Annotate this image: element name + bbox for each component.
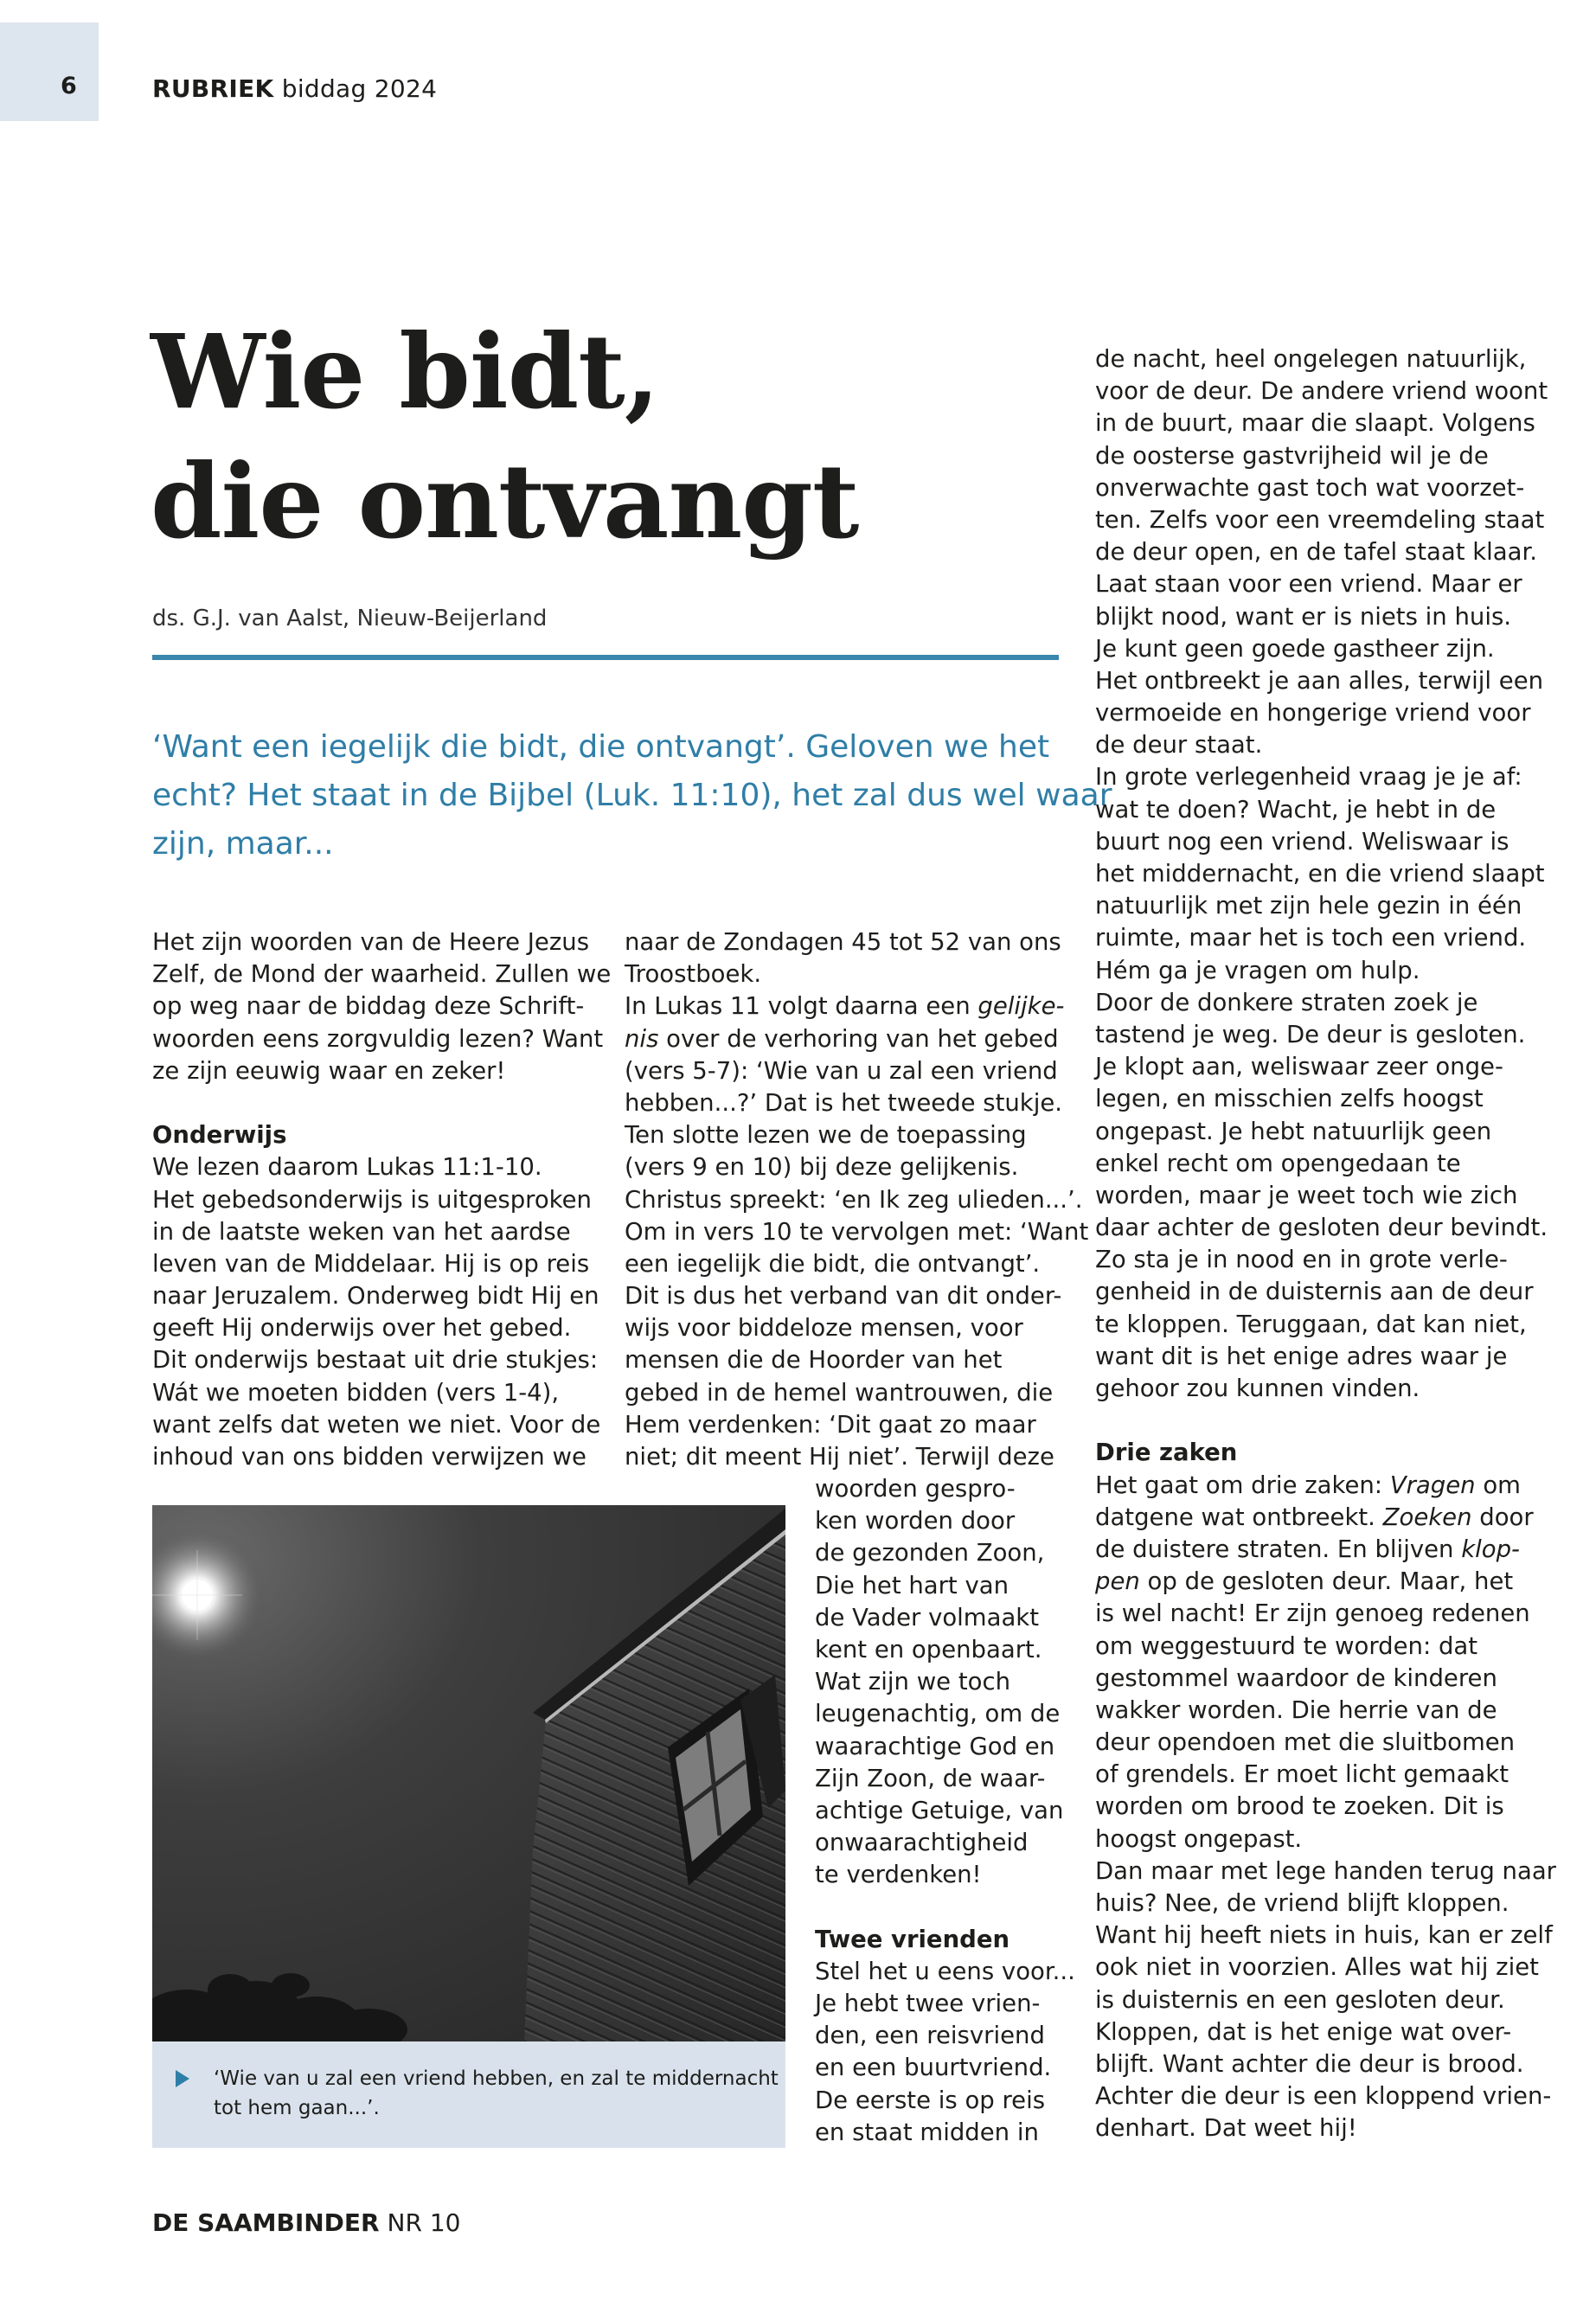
text-line: want dit is het enige adres waar je <box>1095 1342 1508 1370</box>
text-line: Dit onderwijs bestaat uit drie stukjes: <box>152 1346 599 1375</box>
caption-line: tot hem gaan...’. <box>214 2097 380 2119</box>
text-line: deur opendoen met die sluitbomen <box>1095 1728 1516 1757</box>
text-line: worden, maar je weet toch wie zich <box>1095 1181 1518 1209</box>
text-line: Het ontbreekt je aan alles, terwijl een <box>1095 666 1544 695</box>
text-line: en staat midden in <box>815 2118 1039 2146</box>
body-column-3 <box>1095 343 1556 2145</box>
text-line: Door de donkere straten zoek je <box>1095 988 1478 1016</box>
issue-number: NR 10 <box>387 2208 461 2237</box>
title-divider <box>152 655 1059 660</box>
emphasis: klop- <box>1461 1535 1520 1563</box>
publication-name: DE SAAMBINDER <box>152 2208 380 2237</box>
text-line: genheid in de duisternis aan de deur <box>1095 1278 1534 1306</box>
text-line: of grendels. Er moet licht gemaakt <box>1095 1760 1509 1789</box>
text-line: het middernacht, en die vriend slaapt <box>1095 860 1545 888</box>
text-line: de duistere straten. En blijven klop- <box>1095 1535 1520 1563</box>
text-line: onwaarachtigheid <box>815 1829 1029 1857</box>
text-line: is duisternis en een gesloten deur. <box>1095 1985 1505 2014</box>
text-line: naar Jeruzalem. Onderweg bidt Hij en <box>152 1282 599 1311</box>
text-line: den, een reisvriend <box>815 2022 1045 2050</box>
text-line: denhart. Dat weet hij! <box>1095 2114 1357 2143</box>
text-line: ze zijn eeuwig waar en zeker! <box>152 1056 506 1085</box>
text-line: wakker worden. Die herrie van de <box>1095 1695 1497 1724</box>
text-line: inhoud van ons bidden verwijzen we <box>152 1443 586 1471</box>
text-line: onverwachte gast toch wat voorzet- <box>1095 473 1525 502</box>
text-line: ken worden door <box>815 1507 1016 1535</box>
title-line: Wie bidt, <box>151 311 659 432</box>
article-title <box>151 307 858 567</box>
text-line: om weggestuurd te worden: dat <box>1095 1631 1478 1660</box>
text-line: Zo sta je in nood en in grote verle- <box>1095 1246 1508 1274</box>
text-line: Wát we moeten bidden (vers 1-4), <box>152 1378 560 1407</box>
text-line: legen, en misschien zelfs hoogst <box>1095 1085 1484 1113</box>
lead-line: ‘Want een iegelijk die bidt, die ontvangt’. Geloven we het <box>152 729 1050 765</box>
text-line: ruimte, maar het is toch een vriend. <box>1095 924 1527 952</box>
text-line: Christus spreekt: ‘en Ik zeg ulieden...’. <box>625 1185 1083 1214</box>
text-line: waarachtige God en <box>815 1732 1055 1760</box>
text-line: Kloppen, dat is het enige wat over- <box>1095 2017 1512 2046</box>
text-line: wat te doen? Wacht, je hebt in de <box>1095 795 1497 824</box>
title-line: die ontvangt <box>151 441 859 561</box>
text-line: tastend je weg. De deur is gesloten. <box>1095 1020 1526 1048</box>
text-line: is wel nacht! Er zijn genoeg redenen <box>1095 1599 1530 1628</box>
text-line: de nacht, heel ongelegen natuurlijk, <box>1095 345 1527 373</box>
text-line: huis? Nee, de vriend blijft kloppen. <box>1095 1889 1509 1917</box>
text-line: in de laatste weken van het aardse <box>152 1217 571 1246</box>
text-line: blijft. Want achter die deur is brood. <box>1095 2049 1524 2078</box>
text-line: Het zijn woorden van de Heere Jezus <box>152 928 590 956</box>
section-heading: Onderwijs <box>152 1121 287 1150</box>
page-number-box <box>0 22 99 121</box>
text-line: Zijn Zoon, de waar- <box>815 1764 1046 1792</box>
text-line: Om in vers 10 te vervolgen met: ‘Want <box>625 1217 1089 1246</box>
lead-line: echt? Het staat in de Bijbel (Luk. 11:10), het zal dus wel waar <box>152 778 1112 813</box>
text-line: te kloppen. Teruggaan, dat kan niet, <box>1095 1310 1527 1338</box>
text-line: Troostboek. <box>625 960 762 989</box>
emphasis: Zoeken <box>1382 1503 1472 1531</box>
text-line: In Lukas 11 volgt daarna een gelijke- <box>625 992 1065 1021</box>
text-line: gebed in de hemel wantrouwen, die <box>625 1378 1054 1407</box>
text-line: ongepast. Je hebt natuurlijk geen <box>1095 1117 1492 1145</box>
text-line: geeft Hij onderwijs over het gebed. <box>152 1314 572 1343</box>
text-line: Achter die deur is een kloppend vrien- <box>1095 2082 1552 2111</box>
text-line: woorden eens zorgvuldig lezen? Want <box>152 1024 604 1053</box>
text-line: en een buurtvriend. <box>815 2054 1052 2082</box>
text-line: hoogst ongepast. <box>1095 1824 1303 1853</box>
text-line: Het gaat om drie zaken: Vragen om <box>1095 1471 1521 1499</box>
emphasis: nis <box>625 1024 659 1053</box>
author-byline: ds. G.J. van Aalst, Nieuw-Beijerland <box>152 606 548 631</box>
text-line: gestommel waardoor de kinderen <box>1095 1663 1497 1692</box>
text-line: nis over de verhoring van het gebed <box>625 1024 1059 1053</box>
text-line: (vers 5-7): ‘Wie van u zal een vriend <box>625 1056 1058 1085</box>
text-line: woorden gespro- <box>815 1475 1016 1503</box>
night-house-photo <box>152 1505 785 2041</box>
text-line: in de buurt, maar die slaapt. Volgens <box>1095 409 1535 438</box>
text-line: wijs voor biddeloze mensen, voor <box>625 1314 1023 1343</box>
text-line: Dit is dus het verband van dit onder- <box>625 1282 1062 1311</box>
text-line: Je hebt twee vrien- <box>815 1990 1041 2017</box>
text-line: worden om brood te zoeken. Dit is <box>1095 1792 1504 1821</box>
text-line: de oosterse gastvrijheid wil je de <box>1095 441 1489 470</box>
section-heading: Drie zaken <box>1095 1439 1238 1467</box>
caption-arrow-icon <box>176 2070 189 2087</box>
text-line: Je klopt aan, weliswaar zeer onge- <box>1095 1053 1503 1081</box>
paragraph-gap <box>815 1891 1075 1923</box>
emphasis: gelijke- <box>977 992 1065 1021</box>
text-line: (vers 9 en 10) bij deze gelijkenis. <box>625 1153 1019 1182</box>
text-line: hebben...?’ Dat is het tweede stukje. <box>625 1088 1063 1117</box>
text-line: de gezonden Zoon, <box>815 1539 1045 1567</box>
text-line: pen op de gesloten deur. Maar, het <box>1095 1567 1514 1596</box>
text-line: blijkt nood, want er is niets in huis. <box>1095 602 1512 631</box>
text-line: op weg naar de biddag deze Schrift- <box>152 992 585 1021</box>
body-column-2-continued <box>815 1473 1075 2149</box>
text-line: Hem verdenken: ‘Dit gaat zo maar <box>625 1410 1036 1439</box>
text-line: kent en openbaart. <box>815 1635 1042 1663</box>
section-header <box>152 74 438 103</box>
text-line: Die het hart van <box>815 1571 1010 1599</box>
text-line: We lezen daarom Lukas 11:1-10. <box>152 1153 542 1182</box>
text-line: mensen die de Hoorder van het <box>625 1346 1003 1375</box>
text-line: leven van de Middelaar. Hij is op reis <box>152 1249 590 1278</box>
text-line: Laat staan voor een vriend. Maar er <box>1095 570 1522 599</box>
text-line: Wat zijn we toch <box>815 1668 1011 1696</box>
text-line: Zelf, de Mond der waarheid. Zullen we <box>152 960 612 989</box>
text-line: naar de Zondagen 45 tot 52 van ons <box>625 928 1061 956</box>
section-sub: biddag 2024 <box>281 74 438 103</box>
text-line: leugenachtig, om de <box>815 1700 1061 1728</box>
text-line: datgene wat ontbreekt. Zoeken door <box>1095 1503 1534 1531</box>
text-line: ten. Zelfs voor een vreemdeling staat <box>1095 505 1545 534</box>
section-label: RUBRIEK <box>152 74 274 103</box>
page-number: 6 <box>61 73 77 99</box>
text-line: gehoor zou kunnen vinden. <box>1095 1375 1420 1402</box>
body-column-1 <box>152 926 611 1473</box>
emphasis: pen <box>1095 1567 1140 1596</box>
text-line: natuurlijk met zijn hele gezin in één <box>1095 892 1522 920</box>
text-line: De eerste is op reis <box>815 2086 1046 2114</box>
text-line: Want hij heeft niets in huis, kan er zelf <box>1095 1921 1553 1950</box>
text-line: Het gebedsonderwijs is uitgesproken <box>152 1185 592 1214</box>
text-line: Dan maar met lege handen terug naar <box>1095 1856 1556 1885</box>
lead-line: zijn, maar... <box>152 826 334 862</box>
caption-line: ‘Wie van u zal een vriend hebben, en zal te middernacht <box>214 2067 779 2090</box>
text-line: de Vader volmaakt <box>815 1603 1040 1631</box>
section-heading: Twee vrienden <box>815 1925 1010 1953</box>
text-line: Hém ga je vragen om hulp. <box>1095 956 1420 984</box>
text-line: In grote verlegenheid vraag je je af: <box>1095 763 1522 792</box>
text-line: een iegelijk die bidt, die ontvangt’. <box>625 1249 1041 1278</box>
text-line: Ten slotte lezen we de toepassing <box>625 1121 1027 1150</box>
body-column-2 <box>625 926 1088 1473</box>
emphasis: Vragen <box>1389 1471 1476 1499</box>
footer <box>152 2208 461 2237</box>
text-line: enkel recht om opengedaan te <box>1095 1149 1461 1177</box>
paragraph-gap <box>1095 1405 1556 1437</box>
text-line: achtige Getuige, van <box>815 1796 1064 1824</box>
text-line: te verdenken! <box>815 1861 982 1889</box>
text-line: de deur staat. <box>1095 731 1263 760</box>
text-line: niet; dit meent Hij niet’. Terwijl deze <box>625 1443 1054 1471</box>
text-line: Stel het u eens voor... <box>815 1957 1075 1985</box>
text-line: daar achter de gesloten deur bevindt. <box>1095 1214 1548 1242</box>
text-line: want zelfs dat weten we niet. Voor de <box>152 1410 601 1439</box>
paragraph-gap <box>152 1087 611 1119</box>
text-line: Je kunt geen goede gastheer zijn. <box>1095 634 1495 663</box>
lead-paragraph <box>152 723 1112 868</box>
photo-caption <box>214 2064 779 2123</box>
text-line: de deur open, en de tafel staat klaar. <box>1095 538 1538 567</box>
text-line: vermoeide en hongerige vriend voor <box>1095 699 1531 727</box>
text-line: buurt nog een vriend. Weliswaar is <box>1095 827 1509 856</box>
text-line: voor de deur. De andere vriend woont <box>1095 377 1548 406</box>
text-line: ook niet in voorzien. Alles wat hij ziet <box>1095 1953 1539 1982</box>
